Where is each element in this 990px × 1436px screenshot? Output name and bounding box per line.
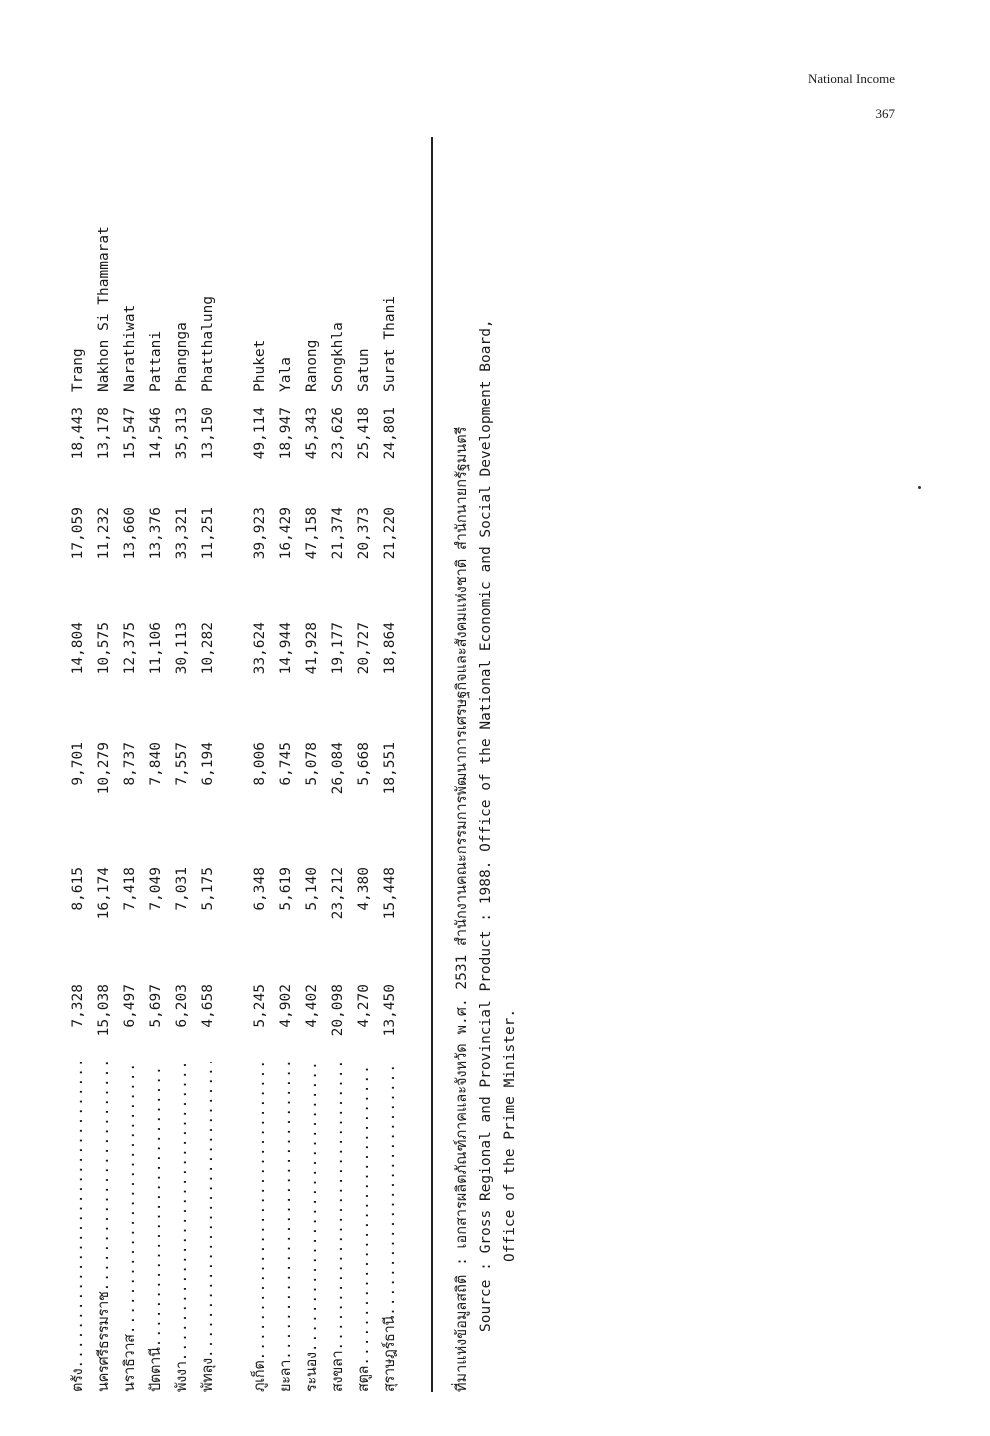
value-cell: 30,113	[174, 622, 190, 675]
province-name-thai: สตูล .....	[352, 1062, 376, 1392]
province-name-english: Satun	[356, 348, 372, 392]
province-name-thai: ระนอง .....	[300, 1062, 324, 1392]
value-cell: 8,006	[252, 742, 268, 786]
footnote-source-line1: Source : Gross Regional and Provincial Product : 1988. Office of the National Economic and Social Development Board,	[478, 319, 494, 1332]
province-name-thai: ยะลา .....	[274, 1062, 298, 1392]
value-cell: 26,084	[330, 742, 346, 795]
value-cell: 41,928	[304, 622, 320, 675]
province-name-english: Yala	[278, 357, 294, 392]
value-cell: 33,321	[174, 507, 190, 560]
value-cell: 16,429	[278, 507, 294, 560]
value-cell: 10,279	[96, 742, 112, 795]
province-name-thai: สุราษฎร์ธานี .....	[378, 1062, 402, 1392]
value-cell: 23,212	[330, 867, 346, 920]
value-cell: 12,375	[122, 622, 138, 675]
value-cell: 33,624	[252, 622, 268, 675]
value-cell: 19,177	[330, 622, 346, 675]
value-cell: 21,374	[330, 507, 346, 560]
province-name-english: Phangnga	[174, 322, 190, 392]
province-name-thai: ภูเก็ต .....	[248, 1062, 272, 1392]
value-cell: 18,864	[382, 622, 398, 675]
value-cell: 47,158	[304, 507, 320, 560]
value-cell: 15,038	[96, 984, 112, 1037]
province-name-english: Phatthalung	[200, 295, 216, 392]
value-cell: 5,175	[200, 867, 216, 911]
value-cell: 7,049	[148, 867, 164, 911]
value-cell: 21,220	[382, 507, 398, 560]
footnote-source-line2: Office of the Prime Minister.	[502, 1008, 518, 1262]
value-cell: 13,376	[148, 507, 164, 560]
province-name-english: Phuket	[252, 339, 268, 392]
province-name-thai: ตรัง .....	[66, 1062, 90, 1392]
value-cell: 6,745	[278, 742, 294, 786]
value-cell: 10,575	[96, 622, 112, 675]
value-cell: 8,615	[70, 867, 86, 911]
province-name-thai: พังงา .....	[170, 1062, 194, 1392]
value-cell: 20,727	[356, 622, 372, 675]
province-name-english: Surat Thani	[382, 295, 398, 392]
province-name-english: Trang	[70, 348, 86, 392]
table-row	[248, 112, 272, 1392]
province-name-thai: สงขลา .....	[326, 1062, 350, 1392]
table-row	[352, 112, 376, 1392]
value-cell: 18,551	[382, 742, 398, 795]
province-name-english: Narathiwat	[122, 304, 138, 392]
value-cell: 18,443	[70, 407, 86, 460]
province-name-thai: พัทลุง .....	[196, 1062, 220, 1392]
value-cell: 10,282	[200, 622, 216, 675]
value-cell: 17,059	[70, 507, 86, 560]
table-row	[274, 112, 298, 1392]
value-cell: 7,418	[122, 867, 138, 911]
value-cell: 8,737	[122, 742, 138, 786]
value-cell: 7,031	[174, 867, 190, 911]
value-cell: 7,840	[148, 742, 164, 786]
value-cell: 5,140	[304, 867, 320, 911]
value-cell: 24,801	[382, 407, 398, 460]
value-cell: 13,150	[200, 407, 216, 460]
value-cell: 5,619	[278, 867, 294, 911]
value-cell: 20,373	[356, 507, 372, 560]
value-cell: 5,668	[356, 742, 372, 786]
value-cell: 25,418	[356, 407, 372, 460]
province-name-thai: ปัตตานี .....	[144, 1062, 168, 1392]
value-cell: 4,658	[200, 984, 216, 1028]
value-cell: 11,251	[200, 507, 216, 560]
value-cell: 13,178	[96, 407, 112, 460]
table-row	[92, 112, 116, 1392]
value-cell: 23,626	[330, 407, 346, 460]
value-cell: 5,078	[304, 742, 320, 786]
table-bottom-rule	[431, 137, 433, 1392]
value-cell: 5,245	[252, 984, 268, 1028]
value-cell: 11,106	[148, 622, 164, 675]
value-cell: 15,547	[122, 407, 138, 460]
value-cell: 16,174	[96, 867, 112, 920]
value-cell: 7,328	[70, 984, 86, 1028]
value-cell: 20,098	[330, 984, 346, 1037]
value-cell: 11,232	[96, 507, 112, 560]
page-number: 367	[875, 106, 895, 121]
stray-dot-mark	[918, 486, 921, 489]
value-cell: 5,697	[148, 984, 164, 1028]
value-cell: 45,343	[304, 407, 320, 460]
value-cell: 4,270	[356, 984, 372, 1028]
value-cell: 14,546	[148, 407, 164, 460]
province-name-english: Songkhla	[330, 322, 346, 392]
value-cell: 13,450	[382, 984, 398, 1037]
table-row	[118, 112, 142, 1392]
value-cell: 13,660	[122, 507, 138, 560]
value-cell: 15,448	[382, 867, 398, 920]
value-cell: 6,348	[252, 867, 268, 911]
province-name-thai: นครศรีธรรมราช .....	[92, 1062, 116, 1392]
table-row	[196, 112, 220, 1392]
province-name-thai: นราธิวาส .....	[118, 1062, 142, 1392]
value-cell: 49,114	[252, 407, 268, 460]
province-name-english: Nakhon Si Thammarat	[96, 226, 112, 392]
province-name-english: Pattani	[148, 330, 164, 392]
value-cell: 6,203	[174, 984, 190, 1028]
value-cell: 14,944	[278, 622, 294, 675]
table-row	[66, 112, 90, 1392]
value-cell: 35,313	[174, 407, 190, 460]
value-cell: 14,804	[70, 622, 86, 675]
value-cell: 4,402	[304, 984, 320, 1028]
running-head-title: National Income	[808, 71, 895, 86]
value-cell: 7,557	[174, 742, 190, 786]
rotated-table-page	[58, 112, 578, 1392]
table-row	[144, 112, 168, 1392]
footnote-thai: ที่มาแห่งข้อมูลสถิติ : เอกสารผลิตภัณฑ์ภาคและจังหวัด พ.ศ. 2531 สำนักงานคณะกรรมการพัฒนาการเศรษฐกิจและสังคมแห่งชาติ สำนักนายกรัฐมนตรี	[454, 426, 470, 1392]
table-row	[170, 112, 194, 1392]
table-row	[326, 112, 350, 1392]
value-cell: 4,902	[278, 984, 294, 1028]
table-row	[300, 112, 324, 1392]
running-head	[808, 72, 895, 120]
value-cell: 6,194	[200, 742, 216, 786]
value-cell: 18,947	[278, 407, 294, 460]
table-row	[378, 112, 402, 1392]
province-name-english: Ranong	[304, 339, 320, 392]
value-cell: 9,701	[70, 742, 86, 786]
value-cell: 6,497	[122, 984, 138, 1028]
value-cell: 4,380	[356, 867, 372, 911]
value-cell: 39,923	[252, 507, 268, 560]
